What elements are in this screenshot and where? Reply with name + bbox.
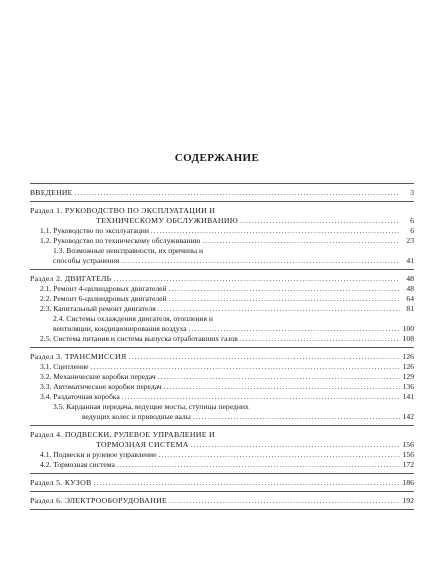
divider (30, 425, 414, 426)
leader-dots (75, 188, 400, 198)
toc-entry-label: ВВЕДЕНИЕ (30, 188, 73, 197)
item-page: 126 (402, 362, 414, 371)
leader-dots (158, 372, 400, 382)
leader-dots (164, 382, 400, 392)
toc-item: 3.4. Раздаточная коробка ..... 141 (30, 392, 414, 402)
toc-item-cont: ведущих колес и приводные валы ..... 142 (30, 412, 414, 422)
section-title-line: КУЗОВ (64, 478, 92, 487)
section-title-line: ТЕХНИЧЕСКОМУ ОБСЛУЖИВАНИЮ (96, 216, 239, 225)
toc-section-3 (30, 352, 414, 362)
section-prefix: Раздел 2. (30, 274, 63, 283)
leader-dots (169, 496, 400, 506)
toc-entry-intro (30, 188, 414, 198)
item-page: 64 (406, 294, 414, 303)
leader-dots (113, 274, 400, 284)
section-prefix: Раздел 6. (30, 496, 63, 505)
leader-dots (169, 294, 400, 304)
item-page: 142 (402, 412, 414, 421)
toc-item: 3.3. Автоматические коробки передач ..... 136 (30, 382, 414, 392)
leader-dots (191, 440, 400, 450)
item-page: 48 (406, 284, 414, 293)
leader-dots (122, 392, 400, 402)
toc-section-2 (30, 274, 414, 284)
leader-dots (240, 216, 400, 226)
table-of-contents (30, 180, 414, 514)
item-page: 100 (402, 324, 414, 333)
section-title-line: ПОДВЕСКИ, РУЛЕВОЕ УПРАВЛЕНИЕ И (64, 430, 215, 439)
toc-item-cont: вентиляции, кондиционирования воздуха ..... 100 (30, 324, 414, 334)
section-title-line: ТРАНСМИССИЯ (64, 352, 127, 361)
divider (30, 269, 414, 270)
toc-item: 2.4. Системы охлаждения двигателя, отопления и (53, 314, 213, 323)
toc-entry-page: 3 (410, 188, 414, 197)
item-page: 136 (402, 382, 414, 391)
section-page: 6 (410, 216, 414, 225)
leader-dots (202, 236, 400, 246)
toc-item: 2.2. Ремонт 6-цилиндровых двигателей ..... 64 (30, 294, 414, 304)
toc-item: 2.1. Ремонт 4-цилиндровых двигателей ..... 48 (30, 284, 414, 294)
toc-item: 1.2. Руководство по техническому обслуживанию ..... 23 (30, 236, 414, 246)
leader-dots (158, 450, 400, 460)
leader-dots (189, 324, 400, 334)
section-title-line: ТОРМОЗНАЯ СИСТЕМА (96, 440, 189, 449)
toc-item: 3.5. Карданная передача, ведущие мосты, ступицы передних (53, 402, 249, 411)
divider (30, 201, 414, 202)
section-title-line: ЭЛЕКТРООБОРУДОВАНИЕ (64, 496, 168, 505)
section-page: 156 (402, 440, 414, 449)
toc-item: 4.1. Подвески и рулевое управление ..... 156 (30, 450, 414, 460)
toc-item: 2.3. Капитальный ремонт двигателя ..... 81 (30, 304, 414, 314)
toc-item: 1.3. Возможные неисправности, их причины и (53, 246, 204, 255)
section-prefix: Раздел 1. (30, 206, 63, 215)
item-page: 141 (402, 392, 414, 401)
item-page: 23 (406, 236, 414, 245)
toc-item: 3.2. Механические коробки передач ..... 129 (30, 372, 414, 382)
toc-item-cont: способы устранения ..... 41 (30, 256, 414, 266)
item-page: 108 (402, 334, 414, 343)
divider (30, 509, 414, 510)
toc-section-4 (30, 430, 414, 440)
toc-section-1 (30, 206, 414, 216)
toc-section-6 (30, 496, 414, 506)
section-title-line: ДВИГАТЕЛЬ (64, 274, 112, 283)
leader-dots (128, 352, 400, 362)
item-page: 41 (406, 256, 414, 265)
section-page: 186 (402, 478, 414, 487)
section-prefix: Раздел 3. (30, 352, 63, 361)
divider (30, 491, 414, 492)
section-page: 48 (406, 274, 414, 283)
leader-dots (121, 256, 400, 266)
divider (30, 473, 414, 474)
section-prefix: Раздел 4. (30, 430, 63, 439)
leader-dots (169, 284, 400, 294)
leader-dots (193, 412, 400, 422)
toc-item: 1.1. Руководство по эксплуатации ..... 6 (30, 226, 414, 236)
leader-dots (91, 362, 400, 372)
item-page: 156 (402, 450, 414, 459)
toc-section-1-cont (30, 216, 414, 226)
section-prefix: Раздел 5. (30, 478, 63, 487)
section-title-line: РУКОВОДСТВО ПО ЭКСПЛУАТАЦИИ И (64, 206, 216, 215)
section-page: 192 (402, 496, 414, 505)
leader-dots (151, 226, 400, 236)
leader-dots (158, 304, 400, 314)
section-page: 126 (402, 352, 414, 361)
toc-section-5 (30, 478, 414, 488)
item-page: 6 (410, 226, 414, 235)
toc-title: СОДЕРЖАНИЕ (174, 152, 260, 164)
toc-item: 4.2. Тормозная система ..... 172 (30, 460, 414, 470)
leader-dots (117, 460, 400, 470)
divider (30, 347, 414, 348)
toc-item: 3.1. Сцепление ..... 126 (30, 362, 414, 372)
item-page: 129 (402, 372, 414, 381)
toc-item: 2.5. Система питания и система выпуска отработавших газов ..... 108 (30, 334, 414, 344)
toc-section-4-cont (30, 440, 414, 450)
leader-dots (240, 334, 400, 344)
leader-dots (94, 478, 400, 488)
divider (30, 183, 414, 184)
item-page: 172 (402, 460, 414, 469)
item-page: 81 (406, 304, 414, 313)
